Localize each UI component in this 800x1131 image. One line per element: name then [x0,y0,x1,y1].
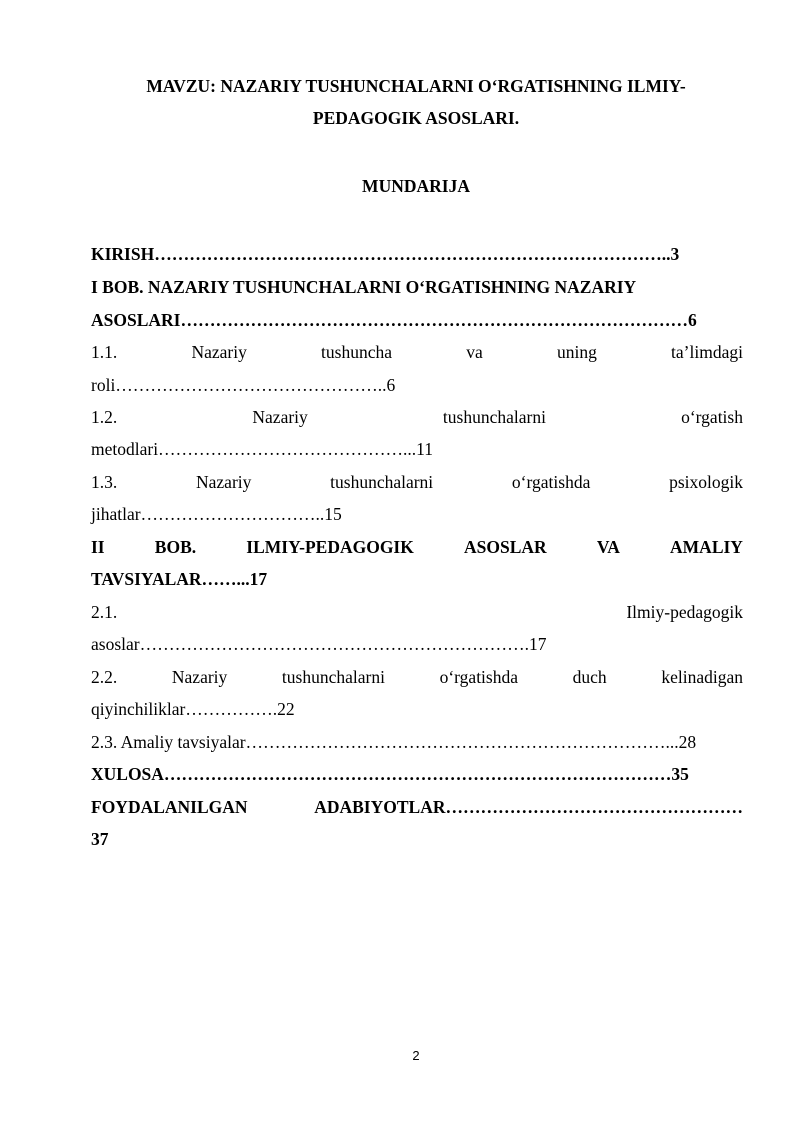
toc-entry-bob2-line1 [91,536,743,558]
toc-entry-bob2-line2: TAVSIYALAR……...17 [91,569,268,589]
toc-word: uning [556,342,597,362]
toc-entry-2-2-line1 [91,666,743,688]
toc-entry-kirish: KIRISH……………………………………………………………………………..3 [91,244,680,264]
toc-entry-bob1-line1: I BOB. NAZARIY TUSHUNCHALARNI O‘RGATISHNING NAZARIY [91,277,637,297]
toc-word: kelinadigan [661,667,743,687]
toc-word: II [91,537,105,557]
toc-entry-1-2-line1 [91,406,743,428]
toc-word: duch [572,667,607,687]
toc-word: 1.3. [91,472,118,492]
toc-word: tushunchalarni [330,472,434,492]
toc-word: ADABIYOTLAR…………………………………………… [314,797,743,817]
toc-word: tushunchalarni [442,407,546,427]
page-number: 2 [412,1048,420,1063]
toc-entry-xulosa: XULOSA……………………………………………………………………………35 [91,764,689,784]
toc-entry-1-1-line1 [91,341,743,363]
toc-entry-1-3-line2: jihatlar…………………………..15 [91,504,342,524]
toc-entry-1-1-line2: roli………………………………………..6 [91,375,396,395]
toc-word: 2.1. [91,602,118,622]
toc-word: va [466,342,483,362]
toc-entry-2-2-line2: qiyinchiliklar…………….22 [91,699,295,719]
toc-entry-bob1-line2: ASOSLARI……………………………………………………………………………6 [91,310,697,330]
toc-word: Nazariy [191,342,247,362]
toc-word: 1.2. [91,407,118,427]
toc-entry-adabiyotlar-line1 [91,796,743,818]
toc-word: Ilmiy-pedagogik [626,602,743,622]
toc-word: o‘rgatish [681,407,743,427]
toc-entry-1-2-line2: metodlari……………………………………...11 [91,439,434,459]
toc-word: BOB. [154,537,197,557]
toc-entry-2-1-line2: asoslar………………………………………………………….17 [91,634,547,654]
topic-title-line2: PEDAGOGIK ASOSLARI. [312,108,520,128]
toc-word: 1.1. [91,342,118,362]
toc-word: tushunchalarni [281,667,385,687]
toc-heading: MUNDARIJA [362,176,470,196]
toc-word: ASOSLAR [464,537,547,557]
toc-entry-1-3-line1 [91,471,743,493]
toc-word: Nazariy [252,407,308,427]
toc-word: ta’limdagi [671,342,743,362]
toc-word: Nazariy [171,667,228,687]
toc-word: AMALIY [670,537,743,557]
toc-word: tushuncha [321,342,393,362]
toc-entry-2-3: 2.3. Amaliy tavsiyalar………………………………………………………………...28 [91,732,697,752]
toc-word: psixologik [669,472,743,492]
toc-word: ILMIY-PEDAGOGIK [246,537,414,557]
toc-word: o‘rgatishda [511,472,591,492]
toc-entry-adabiyotlar-line2: 37 [91,829,109,849]
topic-title-line1: MAVZU: NAZARIY TUSHUNCHALARNI O‘RGATISHNING ILMIY- [146,76,686,96]
toc-word: FOYDALANILGAN [91,797,248,817]
toc-word: o‘rgatishda [439,667,519,687]
toc-word: 2.2. [91,667,118,687]
toc-word: Nazariy [196,472,252,492]
toc-word: VA [596,537,620,557]
toc-entry-2-1-line1 [91,601,743,623]
